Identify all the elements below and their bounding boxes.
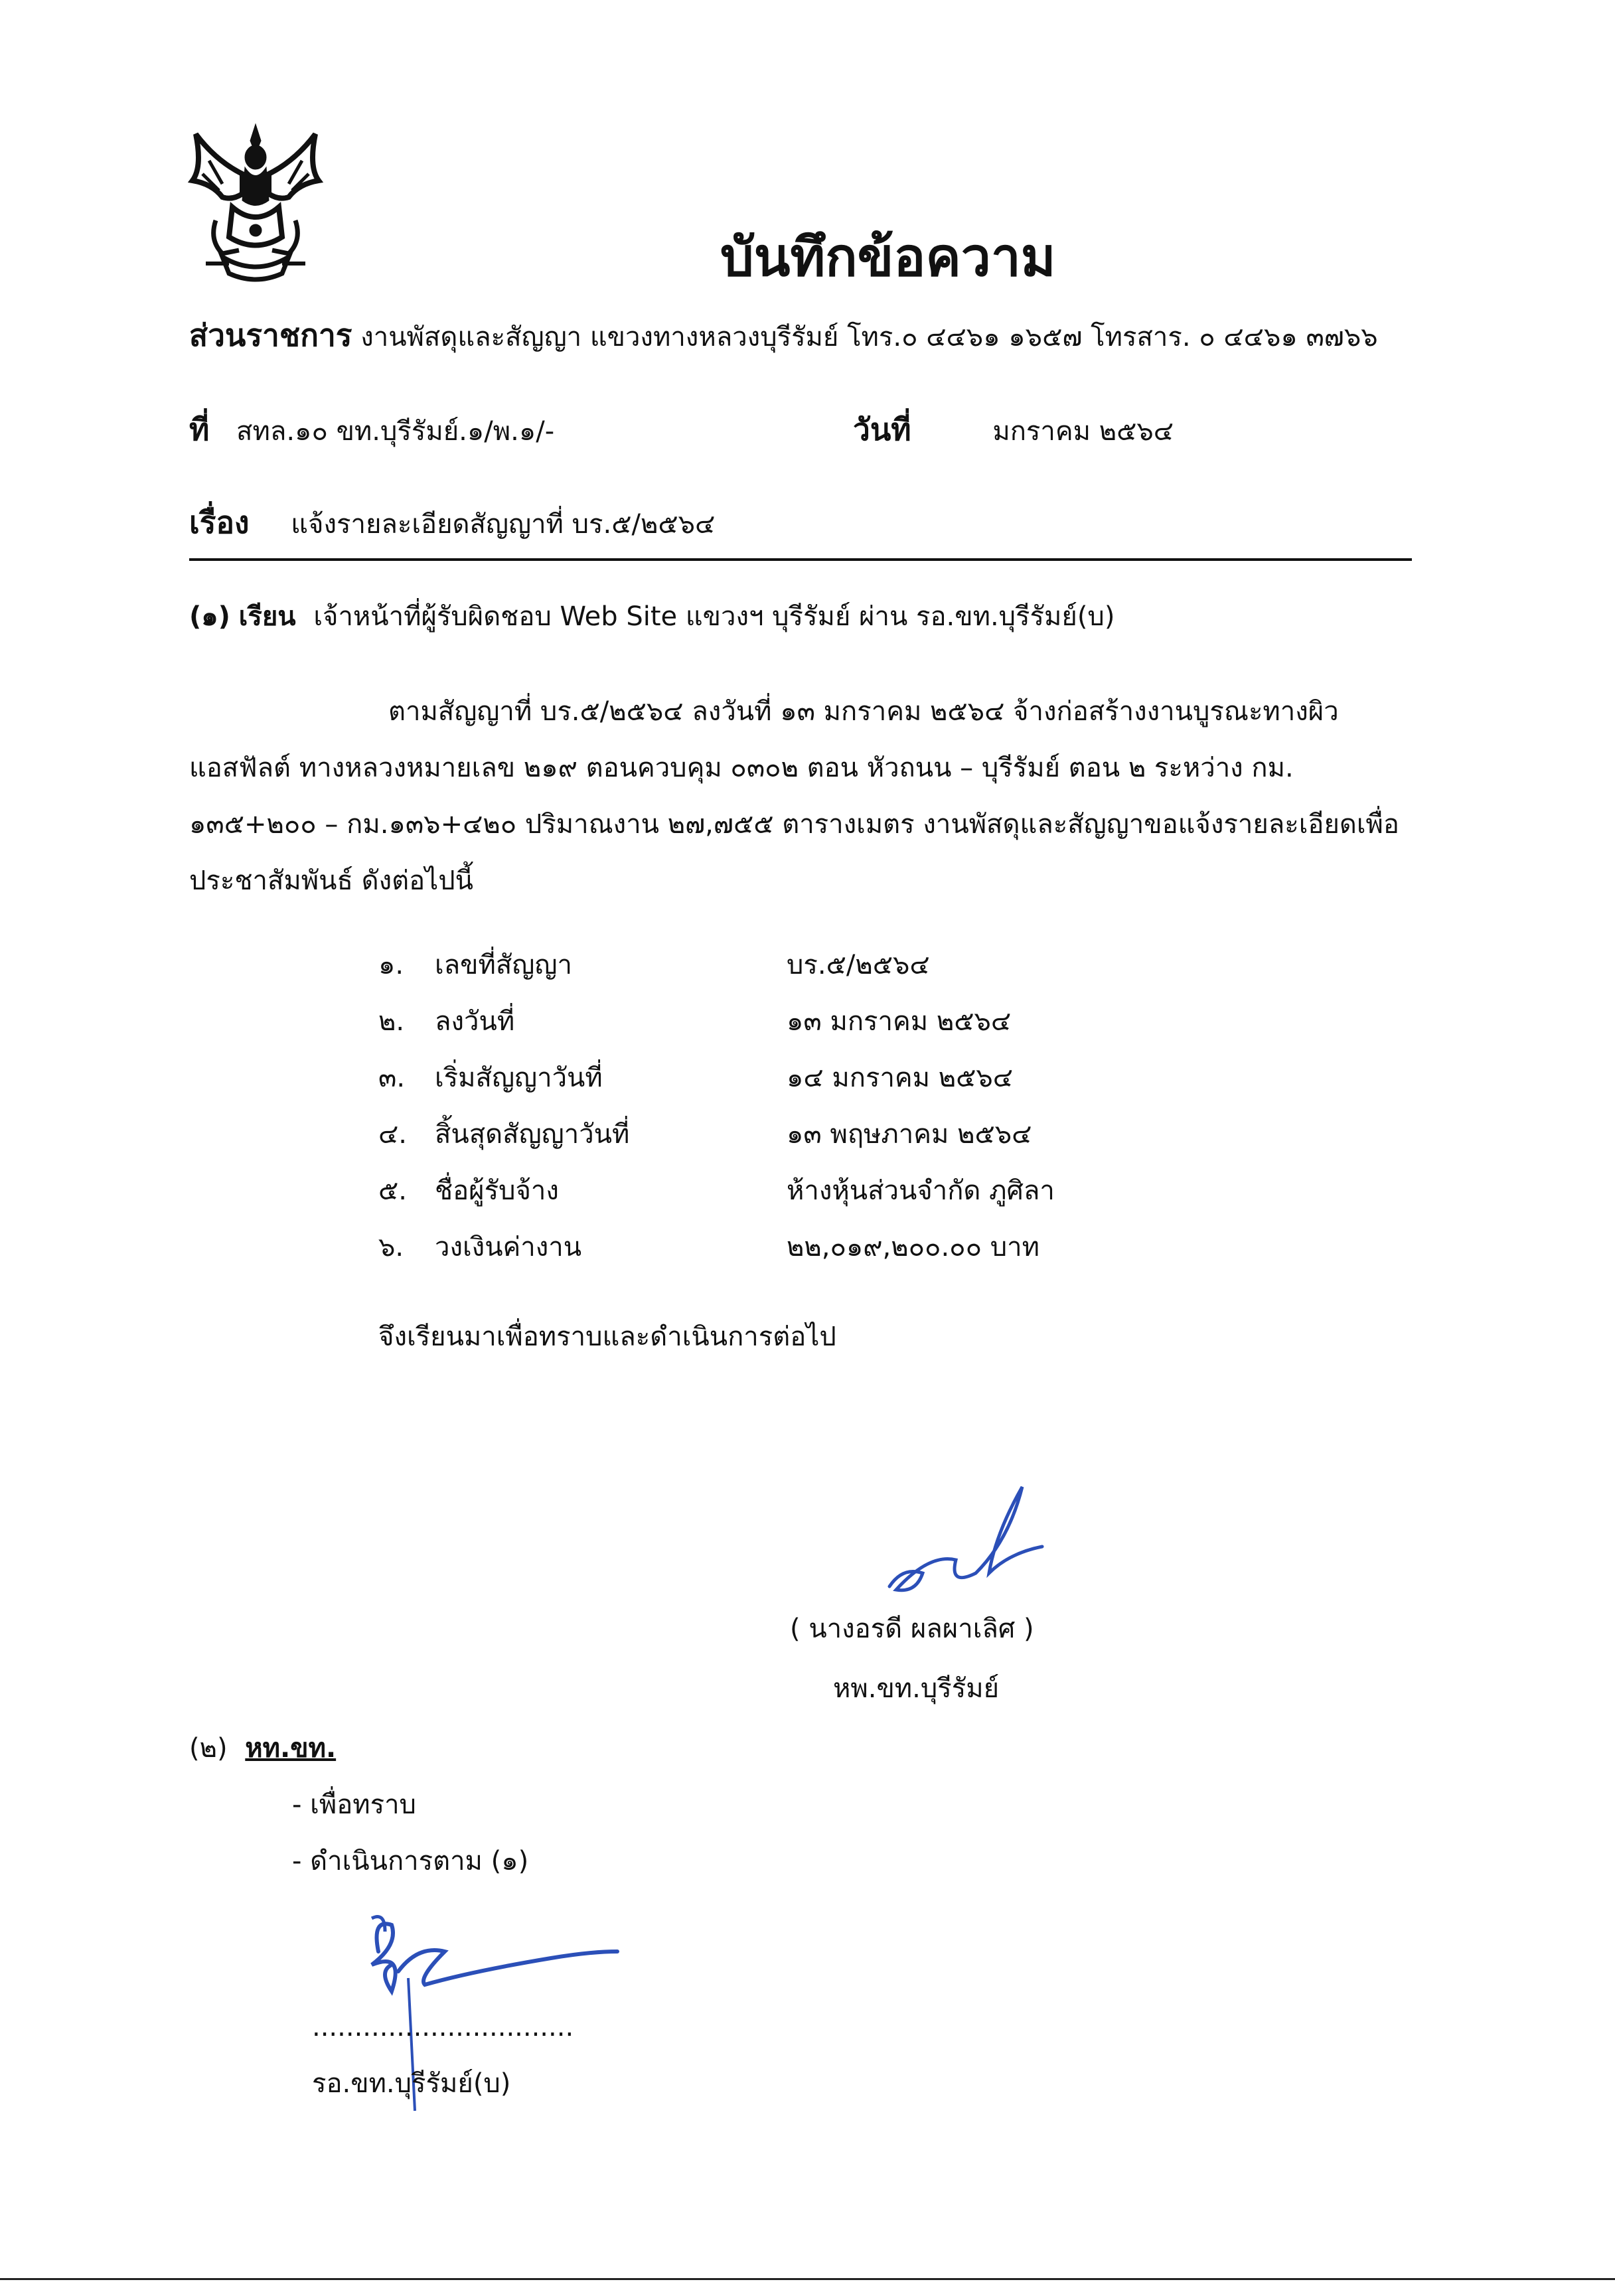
subject-divider — [189, 558, 1412, 561]
signature-dots: ............................... — [312, 2012, 574, 2042]
body-paragraph — [189, 684, 1477, 909]
ref-value: สทล.๑๐ ขท.บุรีรัมย์.๑/พ.๑/- — [236, 416, 555, 447]
agency-label: ส่วนราชการ — [189, 317, 352, 353]
item-number: ๒. — [378, 1006, 405, 1037]
body-line: ๑๓๕+๒๐๐ – กม.๑๓๖+๔๒๐ ปริมาณงาน ๒๗,๗๕๕ ตารางเมตร งานพัสดุและสัญญาขอแจ้งรายละเอียดเพื่อ — [189, 809, 1399, 840]
body-line: ตามสัญญาที่ บร.๕/๒๕๖๔ ลงวันที่ ๑๓ มกราคม ๒๕๖๔ จ้างก่อสร้างงานบูรณะทางผิว — [388, 696, 1339, 727]
memo2-number: (๒) — [189, 1733, 228, 1764]
to-label: เรียน — [238, 601, 296, 632]
date-value: มกราคม ๒๕๖๔ — [992, 416, 1174, 447]
item-number: ๕. — [378, 1176, 407, 1206]
item-value: ๑๓ พฤษภาคม ๒๕๖๔ — [787, 1119, 1032, 1150]
item-value: ห้างหุ้นส่วนจำกัด ภูศิลา — [787, 1176, 1055, 1206]
ref-row — [189, 412, 554, 448]
body-line: ประชาสัมพันธ์ ดังต่อไปนี้ — [189, 866, 473, 896]
item-label: เลขที่สัญญา — [435, 950, 572, 980]
signer-name: ( นางอรดี ผลผาเลิศ ) — [790, 1614, 1034, 1644]
item-label: เริ่มสัญญาวันที่ — [435, 1063, 603, 1093]
item-number: ๖. — [378, 1232, 404, 1263]
memo2-bullet: - เพื่อทราบ — [292, 1790, 416, 1820]
signer-position: หพ.ขท.บุรีรัมย์ — [833, 1673, 1000, 1704]
subject-label: เรื่อง — [189, 504, 250, 540]
ref-label: ที่ — [189, 412, 210, 447]
item-label: สิ้นสุดสัญญาวันที่ — [435, 1119, 630, 1150]
signature-1 — [876, 1474, 1075, 1606]
document-title: บันทึกข้อความ — [720, 226, 1056, 288]
body-line: แอสฟัลต์ ทางหลวงหมายเลข ๒๑๙ ตอนควบคุม ๐๓๐๒ ตอน หัวถนน – บุรีรัมย์ ตอน ๒ ระหว่าง กม. — [189, 753, 1294, 783]
agency-row — [189, 317, 1378, 354]
item-label: วงเงินค่างาน — [435, 1232, 582, 1263]
subject-row — [189, 504, 715, 541]
to-value: เจ้าหน้าที่ผู้รับผิดชอบ Web Site แขวงฯ บุรีรัมย์ ผ่าน รอ.ขท.บุรีรัมย์(บ) — [313, 601, 1115, 632]
item-value: ๑๔ มกราคม ๒๕๖๔ — [787, 1063, 1014, 1093]
item-label: ลงวันที่ — [435, 1006, 515, 1037]
agency-value: งานพัสดุและสัญญา แขวงทางหลวงบุรีรัมย์ โทร.๐ ๔๔๖๑ ๑๖๕๗ โทรสาร. ๐ ๔๔๖๑ ๓๗๖๖ — [360, 322, 1378, 352]
closing-text: จึงเรียนมาเพื่อทราบและดำเนินการต่อไป — [378, 1322, 836, 1352]
date-row — [853, 412, 1174, 448]
item-label: ชื่อผู้รับจ้าง — [435, 1176, 559, 1206]
memo2-to: หท.ขท. — [245, 1733, 337, 1764]
item-value: บร.๕/๒๕๖๔ — [787, 950, 930, 980]
item-number: ๓. — [378, 1063, 406, 1093]
garuda-emblem — [183, 121, 329, 287]
memo2-bullet: - ดำเนินการตาม (๑) — [292, 1846, 529, 1876]
item-number: ๑. — [378, 950, 404, 980]
memo2-header — [189, 1732, 336, 1764]
to-row — [189, 601, 1115, 633]
item-number: ๔. — [378, 1119, 407, 1150]
page-bottom-edge — [0, 2278, 1615, 2280]
item-value: ๒๒,๐๑๙,๒๐๐.๐๐ บาท — [787, 1232, 1039, 1263]
subject-value: แจ้งรายละเอียดสัญญาที่ บร.๕/๒๕๖๔ — [291, 509, 716, 540]
date-label: วันที่ — [853, 412, 911, 447]
item-value: ๑๓ มกราคม ๒๕๖๔ — [787, 1006, 1012, 1037]
memo2-position: รอ.ขท.บุรีรัมย์(บ) — [312, 2068, 511, 2099]
to-number: (๑) — [189, 601, 230, 632]
